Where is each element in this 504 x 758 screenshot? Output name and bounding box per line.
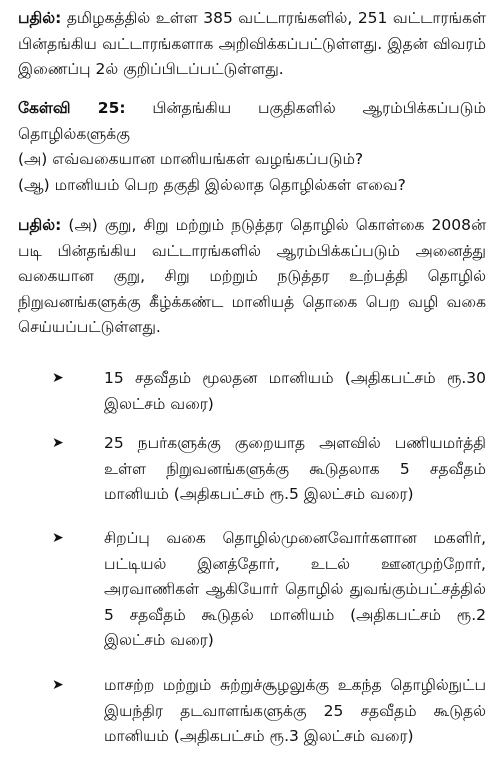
answer-paragraph-1 [18, 6, 486, 83]
bullet-item [52, 673, 486, 750]
arrow-bullet-icon: ➤ [52, 435, 64, 451]
answer-text: தமிழகத்தில் உள்ள 385 வட்டாரங்களில், 251 வட்டாரங்கள் பின்தங்கிய வட்டாரங்களாக அறிவிக்கப்பட்டுள்ளது. இதன் விவரம் இணைப்பு 2ல் குறிப்பிடப்பட்டுள்ளது. [18, 9, 486, 78]
question-text: பின்தங்கிய பகுதிகளில் ஆரம்பிக்கப்படும் தொழில்களுக்கு [18, 99, 486, 143]
bullet-text: 25 நபர்களுக்கு குறையாத அளவில் பணியமர்த்தி உள்ள நிறுவனங்களுக்கு கூடுதலாக 5 சதவீதம் மானியம் (அதிகபட்சம் ரூ.5 இலட்சம் வரை) [104, 434, 486, 503]
bullet-text: சிறப்பு வகை தொழில்முனைவோர்களான மகளிர், பட்டியல் இனத்தோர், உடல் ஊனமுற்றோர், அரவாணிகள் ஆகியோர் தொழில் துவங்கும்பட்சத்தில் 5 சதவீதம் கூடுதல் மானியம் (அதிகபட்சம் ரூ.2 இலட்சம் வரை) [104, 529, 486, 649]
bullet-item [52, 526, 486, 654]
bullet-item [52, 431, 486, 508]
question-sub-a: (அ) எவ்வகையான மானியங்கள் வழங்கப்படும்? [18, 150, 364, 168]
answer-paragraph-2 [18, 213, 486, 341]
question-label: கேள்வி 25: [18, 99, 126, 117]
answer-label: பதில்: [18, 216, 62, 234]
question-block [18, 96, 486, 198]
bullet-text: 15 சதவீதம் மூலதன மானியம் (அதிகபட்சம் ரூ.30 இலட்சம் வரை) [104, 369, 486, 413]
bullet-item [52, 366, 486, 417]
question-sub-b: (ஆ) மானியம் பெற தகுதி இல்லாத தொழில்கள் எவை? [18, 175, 406, 194]
arrow-bullet-icon: ➤ [52, 530, 64, 546]
bullet-text: மாசற்ற மற்றும் சுற்றுச்சூழலுக்கு உகந்த தொழில்நுட்ப இயந்திர தடவாளங்களுக்கு 25 சதவீதம் கூடுதல் மானியம் (அதிகபட்சம் ரூ.3 இலட்சம் வரை) [104, 676, 486, 745]
answer-text: (அ) குறு, சிறு மற்றும் நடுத்தர தொழில் கொள்கை 2008ன் படி பின்தங்கிய வட்டாரங்களில் ஆரம்பிக்கப்படும் அனைத்து வகையான குறு, சிறு மற்றும் நடுத்தர உற்பத்தி தொழில் நிறுவனங்களுக்கு கீழ்க்கண்ட மானியத் தொகை பெற வழி வகை செய்யப்பட்டுள்ளது. [18, 216, 486, 336]
arrow-bullet-icon: ➤ [52, 370, 64, 386]
answer-label: பதில்: [18, 9, 62, 27]
arrow-bullet-icon: ➤ [52, 677, 64, 693]
